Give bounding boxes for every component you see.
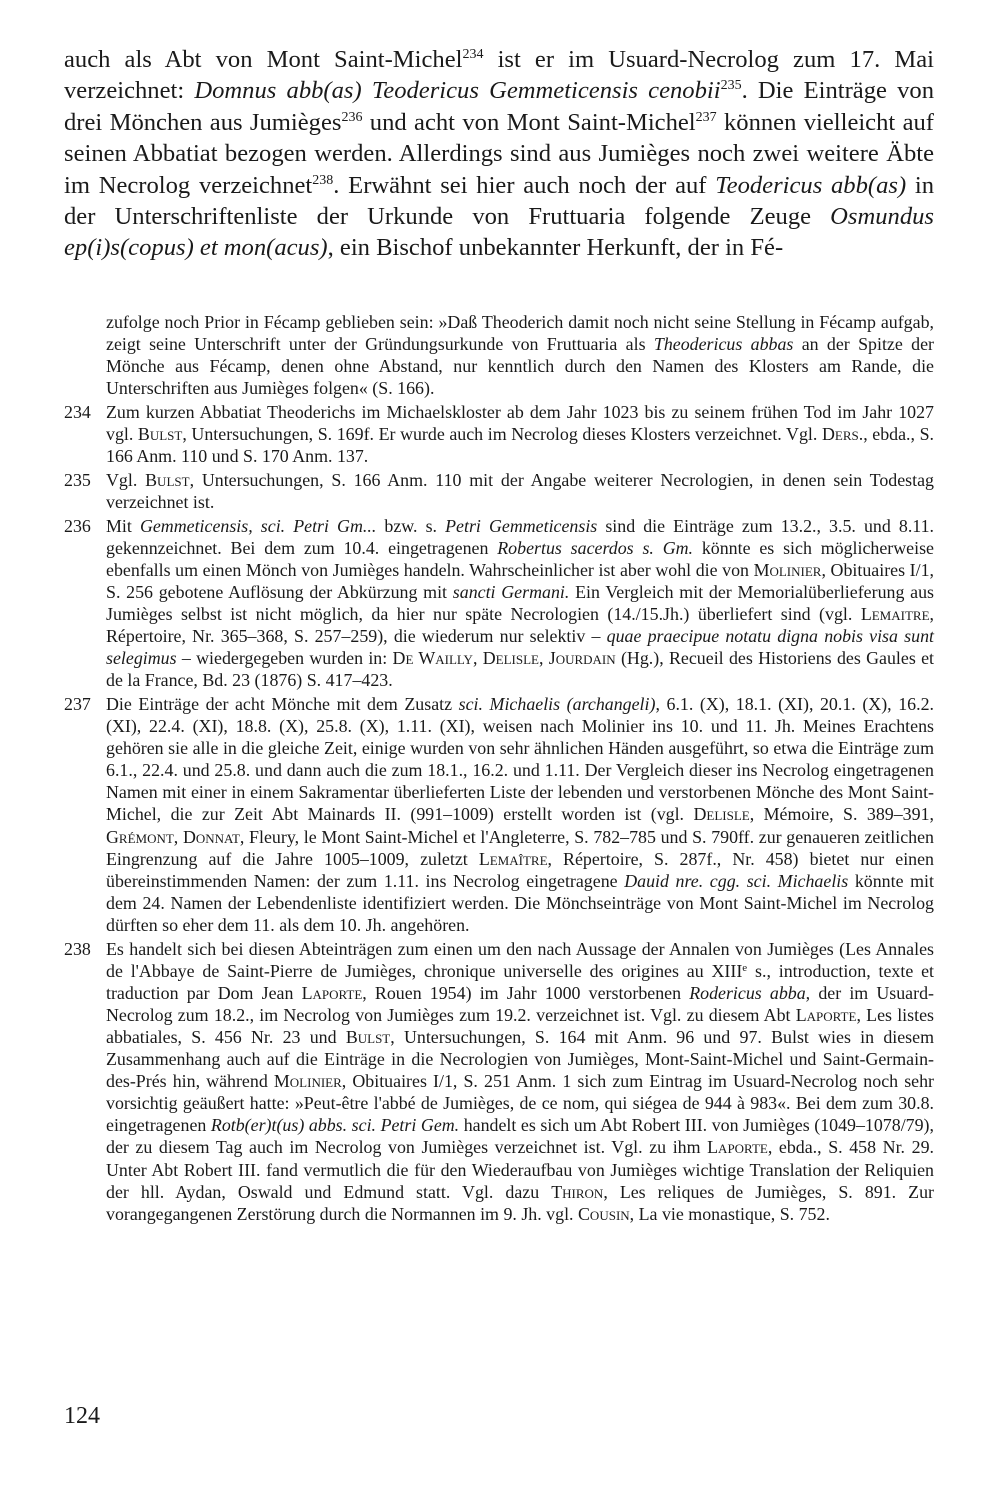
superscript: 237: [695, 109, 717, 125]
text-run: , Obituaires I/1, S. 256 gebotene Auflösung der Abkürzung mit: [106, 559, 934, 602]
text-run: sind die Einträge zum 13.2., 3.5. und 8.11. gekennzeichnet. Bei dem zum 10.4. eingetragenen: [106, 515, 934, 558]
text-run: s., introduction, texte et traduction par Dom Jean: [106, 960, 935, 1003]
text-run: , Obituaires I/1, S. 251 Anm. 1 sich zum Eintrag im Usuard-Necrolog noch sehr vorsichtig geäußert hatte: »Peut-être l'abbé de Jumièges, de ce nom, qui siégea de 944 à 983«. Bei dem zum 30.8. eingetragenen: [106, 1071, 935, 1136]
author-name: Bulst: [145, 469, 190, 490]
author-name: Lemaitre: [860, 604, 930, 624]
text-run: . Erwähnt sei hier auch noch der auf: [333, 171, 716, 199]
italic-text: Osmundus ep(i)s(copus) et mon(acus): [64, 203, 934, 262]
footnotes-section: [64, 311, 934, 1226]
author-name: Grémont, Donnat: [106, 826, 240, 847]
text-run: können vielleicht auf seinen Abbatiat bezogen werden. Allerdings sind aus Jumièges noch zwei weitere Äbte im Necrolog verzeichnet: [64, 108, 934, 199]
author-name: Bulst: [137, 424, 183, 445]
text-run: Ein Vergleich mit der Memorialüberlieferung aus Jumièges selbst ist nicht möglich, da hier nur späte Necrologien (14./15.Jh.) überliefert sind (vgl.: [106, 581, 934, 624]
footnote-number: 237: [64, 693, 91, 714]
footnote-234: [64, 401, 934, 467]
author-name: Thiron: [551, 1181, 604, 1202]
text-run: , Rouen 1954) im Jahr 1000 verstorbenen: [362, 982, 690, 1003]
text-run: in der Unterschriftenliste der Urkunde von Fruttuaria folgende Zeuge: [64, 171, 935, 231]
author-name: Bulst: [345, 1026, 391, 1047]
text-run: auch als Abt von Mont Saint-Michel: [64, 46, 463, 73]
author-name: Laporte: [301, 982, 363, 1003]
superscript: 238: [312, 172, 334, 188]
footnote-number: 236: [64, 515, 91, 536]
superscript: 234: [462, 47, 484, 62]
italic-text: Rotb(er)t(us) abbs. sci. Petri Gem.: [210, 1115, 460, 1136]
text-run: könnte es sich möglicherweise ebenfalls um einen Mönch von Jumièges handeln. Wahrscheinlicher ist aber wohl die von: [106, 537, 934, 580]
text-run: , ein Bischof unbekannter Herkunft, der in Fé-: [327, 234, 784, 262]
text-run: der im Usuard-Necrolog zum 18.2., im Necrolog von Jumièges zum 19.2. verzeichnet ist. Vgl. zu diesem Abt: [106, 982, 934, 1025]
author-name: De Wailly, Delisle, Jourdain: [392, 648, 616, 669]
author-name: Laporte: [707, 1137, 768, 1158]
text-run: zufolge noch Prior in Fécamp geblieben sein: »Daß Theoderich damit noch nicht seine Stellung in Fécamp aufgab, zeigt seine Unterschrift unter der Gründungsurkunde von Fruttuaria als: [106, 312, 934, 355]
main-body-text: [64, 44, 934, 264]
footnote-235: [64, 469, 934, 513]
italic-text: Gemmeticensis, sci. Petri Gm...: [139, 515, 377, 536]
text-run: , Les reliques de Jumièges, S. 891. Zur vorangegangenen Zerstörung durch die Normannen im 9. Jh. vgl.: [106, 1181, 934, 1224]
italic-text: Domnus abb(as) Teodericus Gemmeticensis cenobii: [194, 77, 721, 105]
text-run: , Untersuchungen, S. 166 Anm. 110 mit der Angabe weiterer Necrologien, in denen sein Todestag verzeichnet ist.: [106, 469, 934, 512]
text-run: – wiedergegeben wurden in:: [176, 648, 393, 669]
author-name: Ders.: [821, 424, 864, 445]
italic-text: sancti Germani.: [452, 581, 570, 602]
text-run: Vgl.: [106, 469, 146, 490]
text-run: , Les listes abbatiales, S. 456 Nr. 23 und: [106, 1004, 934, 1047]
text-run: , La vie monastique, S. 752.: [629, 1203, 830, 1224]
author-name: Molinier: [753, 559, 822, 580]
italic-text: Theodericus abbas: [653, 334, 794, 355]
text-run: handelt es sich um Abt Robert III. von Jumièges (1049–1078/79), der zu diesem Tag auch im Necrolog von Jumièges verzeichnet ist. Vgl. zu ihm: [106, 1115, 934, 1158]
text-run: , Untersuchungen, S. 169f. Er wurde auch im Necrolog dieses Klosters verzeichnet. Vgl.: [182, 424, 822, 445]
text-run: Es handelt sich bei diesen Abteinträgen zum einen um den nach Aussage der Annalen von Jumièges (Les Annales de l'Abbaye de Saint-Pierre de Jumièges, chronique universelle des origines au XIII: [106, 938, 934, 981]
text-run: bzw. s.: [376, 515, 446, 536]
italic-text: quae praecipue notatu digna nobis visa sunt selegimus: [106, 626, 934, 669]
footnote-236: [64, 515, 934, 692]
author-name: Molinier: [273, 1071, 342, 1092]
footnote-list: [64, 401, 934, 1225]
page-number: 124: [64, 1403, 100, 1429]
text-run: (Hg.), Recueil des Historiens des Gaules et de la France, Bd. 23 (1876) S. 417–423.: [106, 648, 934, 691]
italic-text: sci. Michaelis (archangeli): [458, 693, 656, 714]
text-run: könnte mit dem 24. Namen der Lebendenliste identifiziert werden. Die Mönchseinträge von Mont Saint-Michel im Necrolog dürften so eher dem 11. als dem 10. Jh. angehören.: [106, 870, 935, 935]
superscript: 235: [720, 78, 742, 94]
italic-text: Teodericus abb(as): [715, 171, 907, 199]
italic-text: Rodericus abba,: [689, 982, 811, 1003]
author-name: Laporte: [795, 1004, 857, 1025]
author-name: Lemaître: [478, 848, 548, 869]
text-run: , ebda., S. 166 Anm. 110 und S. 170 Anm. 137.: [106, 424, 934, 467]
author-name: Cousin: [578, 1203, 630, 1224]
superscript: 236: [341, 109, 363, 125]
footnote-number: 238: [64, 938, 91, 959]
footnote-number: 234: [64, 401, 91, 422]
text-run: Die Einträge der acht Mönche mit dem Zusatz: [106, 693, 459, 714]
text-run: , Mémoire, S. 389–391,: [749, 804, 934, 825]
italic-text: Petri Gemmeticensis: [445, 515, 598, 536]
author-name: Delisle: [693, 804, 750, 825]
text-run: . Die Einträge von drei Mönchen aus Jumièges: [64, 77, 934, 136]
text-run: , ebda., S. 458 Nr. 29. Unter Abt Robert III. fand vermutlich die für den Wiederaufbau von Jumièges wichtige Translation der Reliquien der hll. Aydan, Oswald und Edmund statt. Vgl. dazu: [106, 1137, 934, 1202]
text-run: , Fleury, le Mont Saint-Michel et l'Angleterre, S. 782–785 und S. 790ff. zur genaueren zeitlichen Eingrenzung auf die Jahre 1005–1009, zuletzt: [106, 826, 934, 869]
text-run: Zum kurzen Abbatiat Theoderichs im Michaelskloster ab dem Jahr 1023 bis zu seinem frühen Tod im Jahr 1027 vgl.: [106, 401, 934, 445]
footnote-continuation: [64, 311, 934, 399]
text-run: und acht von Mont Saint-Michel: [362, 108, 696, 136]
italic-text: Robertus sacerdos s. Gm.: [497, 537, 694, 558]
text-run: , Répertoire, S. 287f., Nr. 458) bietet nur einen übereinstimmenden Namen: der zum 1.11. ins Necrolog eingetragene: [106, 848, 934, 891]
text-run: ist er im Usuard-Necrolog zum 17. Mai verzeichnet:: [64, 46, 934, 105]
italic-text: Dauid nre. cgg. sci. Michaelis: [624, 870, 849, 891]
text-run: Mit: [106, 515, 140, 536]
footnote-number: 235: [64, 469, 91, 490]
text-run: , Untersuchungen, S. 164 mit Anm. 96 und 97. Bulst wies in diesem Zusammenhang auch auf die Einträge in die Necrologien von Jumièges, Mont-Saint-Michel und Saint-Germain-des-Prés hin, während: [106, 1026, 934, 1092]
text-run: , Répertoire, Nr. 365–368, S. 257–259), die wiederum nur selektiv –: [106, 604, 934, 647]
superscript: e: [742, 961, 748, 974]
text-run: , 6.1. (X), 18.1. (XI), 20.1. (X), 16.2. (XI), 22.4. (XI), 18.8. (X), 25.8. (X), 1.11. (XI), weisen nach Molinier ins 10. und 11. Jh. Meines Erachtens gehören sie alle in die gleiche Zeit, einige wurden von sehr ähnlichen Händen ausgeführt, so etwa die Einträge zum 6.1., 22.4. und 25.8. und dann auch die zum 18.1., 16.2. und 1.11. Der Vergleich dieser ins Necrolog eingetragenen Namen mit einer in einem Sakramentar überlieferten Liste der lebenden und verstorbenen Mönche des Mont Saint-Michel, die zur Zeit Abt Mainards II. (991–1009) erstellt worden ist (vgl.: [106, 693, 935, 825]
footnote-237: [64, 693, 934, 936]
text-run: an der Spitze der Mönche aus Fécamp, denen ohne Abstand, nur kenntlich durch den Namen des Klosters am Rande, die Unterschriften aus Jumièges folgen« (S. 166).: [106, 334, 934, 399]
footnote-238: [64, 938, 934, 1225]
